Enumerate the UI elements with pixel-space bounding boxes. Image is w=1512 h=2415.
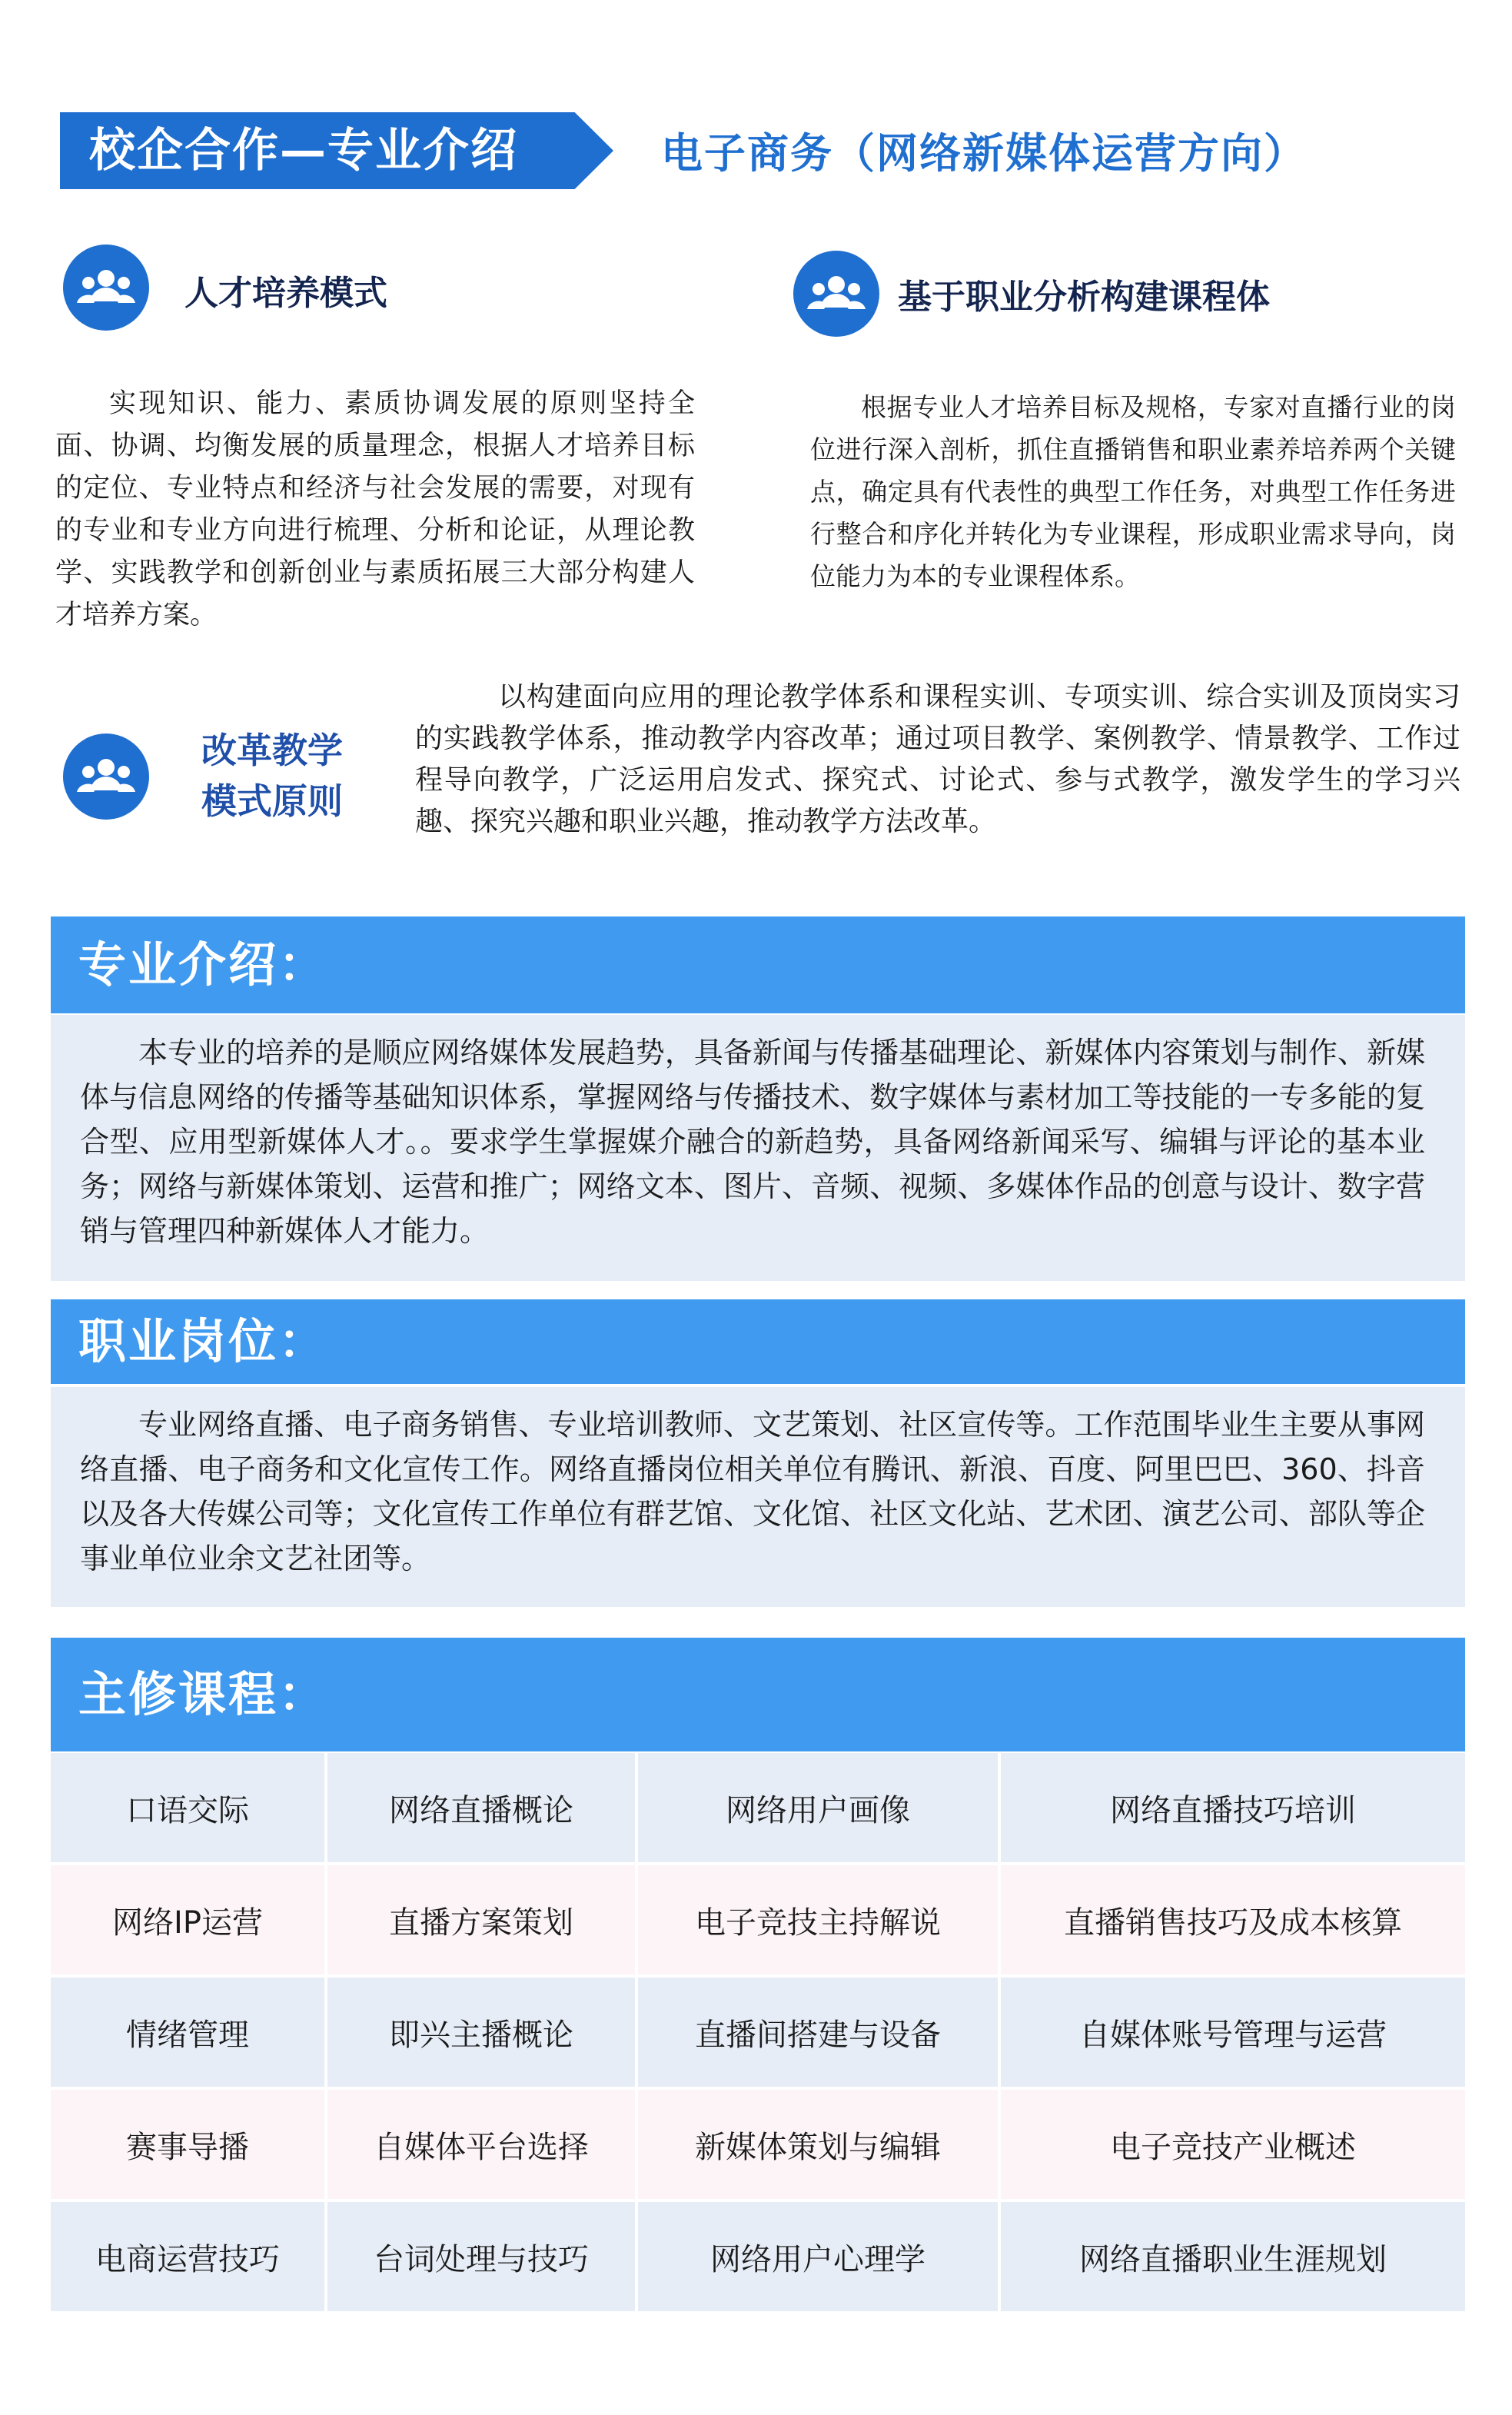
course-cell: 新媒体策划与编辑 [638, 2090, 1001, 2202]
course-cell: 电子竞技产业概述 [1001, 2090, 1465, 2202]
course-cell: 口语交际 [51, 1753, 327, 1865]
major-intro-text: 本专业的培养的是顺应网络媒体发展趋势，具备新闻与传播基础理论、新媒体内容策划与制作、新媒体与信息网络的传播等基础知识体系，掌握网络与传播技术、数字媒体与素材加工等技能的一专多能的复合型、应用型新媒体人才。。要求学生掌握媒介融合的新趋势，具备网络新闻采写、编辑与评论的基本业务；网络与新媒体策划、运营和推广；网络文本、图片、音频、视频、多媒体作品的创意与设计、数字营销与管理四种新媒体人才能力。 [80, 1036, 1425, 1248]
major-name: 电子商务（网络新媒体运营方向） [661, 129, 1307, 178]
course-cell: 情绪管理 [51, 1978, 327, 2090]
course-cell: 网络IP运营 [51, 1865, 327, 1978]
table-row [51, 2202, 1465, 2314]
course-cell: 网络直播职业生涯规划 [1001, 2202, 1465, 2314]
course-cell: 自媒体平台选择 [327, 2090, 638, 2202]
table-row [51, 1865, 1465, 1978]
group-icon [63, 244, 149, 331]
group-icon [793, 251, 879, 337]
career-panel [51, 1387, 1465, 1607]
table-row [51, 1978, 1465, 2090]
course-cell: 直播销售技巧及成本核算 [1001, 1865, 1465, 1978]
career-title: 职业岗位： [78, 1313, 329, 1369]
teaching-reform-label-2: 模式原则 [201, 780, 343, 822]
courses-table [51, 1753, 1465, 2314]
teaching-reform-label-1: 改革教学 [201, 730, 343, 771]
course-cell: 台词处理与技巧 [327, 2202, 638, 2314]
course-cell: 电商运营技巧 [51, 2202, 327, 2314]
major-intro-header [51, 916, 1465, 1013]
major-intro-panel [51, 1015, 1465, 1281]
course-cell: 网络直播技巧培训 [1001, 1753, 1465, 1865]
course-cell: 网络用户心理学 [638, 2202, 1001, 2314]
talent-mode-text: 实现知识、能力、素质协调发展的原则坚持全面、协调、均衡发展的质量理念，根据人才培养目标的定位、专业特点和经济与社会发展的需要，对现有的专业和专业方向进行梳理、分析和论证，从理论教学、实践教学和创新创业与素质拓展三大部分构建人才培养方案。 [55, 388, 695, 630]
course-cell: 网络用户画像 [638, 1753, 1001, 1865]
teaching-reform-text: 以构建面向应用的理论教学体系和课程实训、专项实训、综合实训及顶岗实习的实践教学体系，推动教学内容改革；通过项目教学、案例教学、情景教学、工作过程导向教学，广泛运用启发式、探究式、讨论式、参与式教学，激发学生的学习兴趣、探究兴趣和职业兴趣，推动教学方法改革。 [415, 681, 1460, 837]
major-intro-title: 专业介绍： [78, 936, 329, 993]
group-icon [63, 733, 149, 820]
course-cell: 即兴主播概论 [327, 1978, 638, 2090]
course-system-label: 基于职业分析构建课程体 [898, 278, 1270, 317]
course-cell: 直播间搭建与设备 [638, 1978, 1001, 2090]
table-row [51, 1753, 1465, 1865]
talent-mode-label: 人才培养模式 [184, 274, 387, 313]
banner-title: 校企合作—专业介绍 [89, 124, 518, 178]
course-cell: 网络直播概论 [327, 1753, 638, 1865]
courses-header [51, 1638, 1465, 1751]
courses-title: 主修课程： [78, 1666, 329, 1722]
career-header [51, 1299, 1465, 1384]
career-text: 专业网络直播、电子商务销售、专业培训教师、文艺策划、社区宣传等。工作范围毕业生主要从事网络直播、电子商务和文化宣传工作。网络直播岗位相关单位有腾讯、新浪、百度、阿里巴巴、360、抖音以及各大传媒公司等；文化宣传工作单位有群艺馆、文化馆、社区文化站、艺术团、演艺公司、部队等企事业单位业余文艺社团等。 [80, 1408, 1425, 1575]
course-cell: 直播方案策划 [327, 1865, 638, 1978]
course-cell: 自媒体账号管理与运营 [1001, 1978, 1465, 2090]
table-row [51, 2090, 1465, 2202]
course-cell: 电子竞技主持解说 [638, 1865, 1001, 1978]
course-cell: 赛事导播 [51, 2090, 327, 2202]
course-system-text: 根据专业人才培养目标及规格，专家对直播行业的岗位进行深入剖析，抓住直播销售和职业素养培养两个关键点，确定具有代表性的典型工作任务，对典型工作任务进行整合和序化并转化为专业课程，形成职业需求导向，岗位能力为本的专业课程体系。 [810, 392, 1456, 591]
